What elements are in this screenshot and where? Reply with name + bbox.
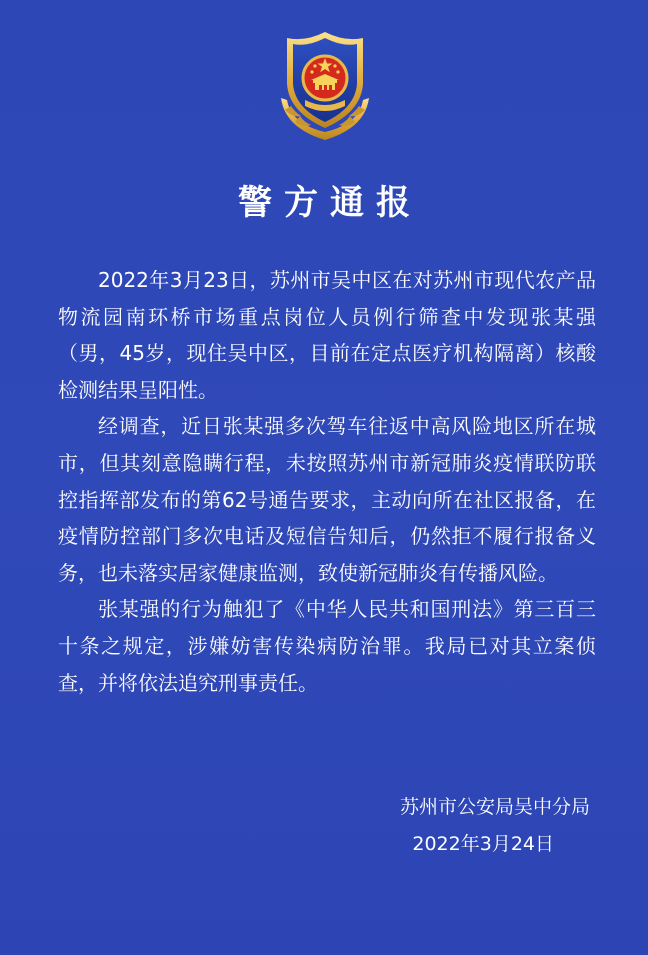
notice-body (58, 262, 596, 701)
notice-title: 警方通报 (238, 183, 422, 223)
police-emblem-icon (271, 28, 379, 146)
notice-date: 2022年3月24日 (412, 833, 554, 855)
notice-paragraph-3: 张某强的行为触犯了《中华人民共和国刑法》第三百三十条之规定，涉嫌妨害传染病防治罪。我局已对其立案侦查，并将依法追究刑事责任。 (58, 597, 596, 695)
notice-paragraph-1: 2022年3月23日，苏州市吴中区在对苏州市现代农产品物流园南环桥市场重点岗位人员例行筛查中发现张某强（男，45岁，现住吴中区，目前在定点医疗机构隔离）核酸检测结果呈阳性。 (58, 268, 596, 402)
notice-issuer: 苏州市公安局吴中分局 (399, 796, 590, 818)
notice-paragraph-2: 经调查，近日张某强多次驾车往返中高风险地区所在城市，但其刻意隐瞒行程，未按照苏州市新冠肺炎疫情联防联控指挥部发布的第62号通告要求，主动向所在社区报备，在疫情防控部门多次电话及短信告知后，仍然拒不履行报备义务，也未落实居家健康监测，致使新冠肺炎有传播风险。 (58, 414, 596, 585)
